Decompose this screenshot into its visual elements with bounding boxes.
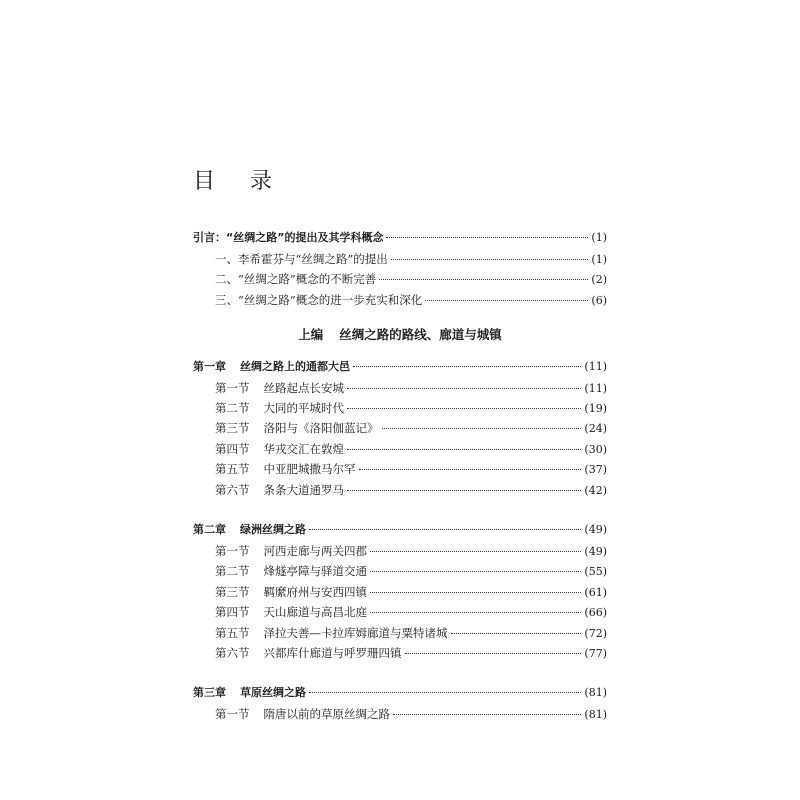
section-number: 第五节: [215, 462, 250, 476]
toc-intro[interactable]: [193, 230, 607, 246]
section-number: 第六节: [215, 483, 250, 497]
toc-page-number: (19): [584, 402, 607, 415]
toc-section[interactable]: [215, 461, 607, 478]
toc-page-number: (49): [584, 545, 607, 558]
toc-section[interactable]: [215, 482, 607, 499]
section-number: 第六节: [215, 646, 250, 660]
toc-section[interactable]: [215, 420, 607, 437]
section-number: 第一节: [215, 544, 250, 558]
toc-page-number: (49): [584, 523, 607, 536]
toc-page-number: (77): [584, 647, 607, 660]
dot-leader: [347, 449, 581, 450]
toc-page-number: (11): [584, 382, 607, 395]
dot-leader: [393, 714, 581, 715]
toc-chapter[interactable]: [193, 359, 607, 375]
dot-leader: [309, 529, 581, 530]
toc-section[interactable]: [215, 625, 607, 642]
toc-label: 烽燧亭障与驿道交通: [263, 564, 367, 578]
toc-page-number: (81): [584, 708, 607, 721]
dot-leader: [359, 469, 582, 470]
dot-leader: [370, 612, 581, 613]
toc-chapter[interactable]: [193, 522, 607, 538]
toc-intro-item[interactable]: [215, 251, 607, 268]
toc-page-number: (66): [584, 606, 607, 619]
dot-leader: [391, 259, 589, 260]
dot-leader: [347, 490, 581, 491]
toc-label: 大同的平城时代: [263, 401, 344, 415]
section-number: 第三节: [215, 421, 250, 435]
part-title-text: 丝绸之路的路线、廊道与城镇: [339, 327, 502, 342]
toc-page-number: (6): [591, 294, 607, 307]
toc-page-number: (55): [584, 565, 607, 578]
dot-leader: [370, 592, 581, 593]
toc-section[interactable]: [215, 563, 607, 580]
toc-section[interactable]: [215, 645, 607, 662]
toc-label: 兴都库什廊道与呼罗珊四镇: [263, 646, 402, 660]
toc-label: 中亚肥城撒马尔罕: [263, 462, 356, 476]
toc-label: 河西走廊与两关四郡: [263, 544, 367, 558]
toc-page-number: (1): [591, 253, 607, 266]
toc-section[interactable]: [215, 380, 607, 397]
dot-leader: [370, 551, 581, 552]
toc-label: 绿洲丝绸之路: [240, 523, 306, 536]
toc-page-number: (72): [584, 627, 607, 640]
toc-label: 丝路起点长安城: [263, 381, 344, 395]
toc-label: 羁縻府州与安西四镇: [263, 585, 367, 599]
toc-label: 三、“丝绸之路”概念的进一步充实和深化: [215, 293, 423, 307]
toc-page-number: (42): [584, 484, 607, 497]
toc-label: 二、“丝绸之路”概念的不断完善: [215, 272, 377, 286]
toc-chapter[interactable]: [193, 685, 607, 701]
toc-page-number: (30): [584, 443, 607, 456]
section-number: 第一节: [215, 707, 250, 721]
dot-leader: [382, 428, 582, 429]
section-number: 第四节: [215, 605, 250, 619]
toc-label: 草原丝绸之路: [240, 686, 306, 699]
toc-page-number: (11): [584, 360, 607, 373]
dot-leader: [425, 300, 588, 301]
part-name: 上编: [298, 327, 324, 342]
dot-leader: [347, 408, 581, 409]
chapter-number: 第一章: [193, 360, 226, 373]
section-number: 第二节: [215, 564, 250, 578]
toc-page-number: (61): [584, 586, 607, 599]
toc-section[interactable]: [215, 441, 607, 458]
dot-leader: [353, 366, 581, 367]
toc-label: 华戎交汇在敦煌: [263, 442, 344, 456]
toc-page-number: (2): [591, 273, 607, 286]
dot-leader: [405, 653, 582, 654]
toc-label: 丝绸之路上的通都大邑: [240, 360, 350, 373]
toc-section[interactable]: [215, 706, 607, 723]
toc-section[interactable]: [215, 584, 607, 601]
toc-label: 洛阳与《洛阳伽蓝记》: [263, 421, 379, 435]
toc-section[interactable]: [215, 604, 607, 621]
dot-leader: [379, 279, 588, 280]
dot-leader: [370, 571, 581, 572]
toc-section[interactable]: [215, 400, 607, 417]
toc-label: 一、李希霍芬与“丝绸之路”的提出: [215, 252, 388, 266]
part-heading: [0, 325, 800, 343]
section-number: 第四节: [215, 442, 250, 456]
section-number: 第一节: [215, 381, 250, 395]
toc-page-number: (1): [591, 231, 607, 244]
chapter-number: 第二章: [193, 523, 226, 536]
dot-leader: [309, 692, 581, 693]
toc-label: 隋唐以前的草原丝绸之路: [263, 707, 390, 721]
chapter-number: 第三章: [193, 686, 226, 699]
toc-section[interactable]: [215, 543, 607, 560]
page-title: 目 录: [193, 169, 286, 194]
section-number: 第五节: [215, 626, 250, 640]
toc-page-number: (81): [584, 686, 607, 699]
toc-label: 天山廊道与高昌北庭: [263, 605, 367, 619]
section-number: 第三节: [215, 585, 250, 599]
dot-leader: [386, 237, 588, 238]
toc-intro-item[interactable]: [215, 292, 607, 309]
toc-page-number: (24): [584, 422, 607, 435]
toc-label: 条条大道通罗马: [263, 483, 344, 497]
toc-intro-item[interactable]: [215, 271, 607, 288]
toc-page-number: (37): [584, 463, 607, 476]
section-number: 第二节: [215, 401, 250, 415]
toc-label: 泽拉夫善—卡拉库姆廊道与粟特诸城: [263, 626, 448, 640]
dot-leader: [451, 633, 582, 634]
toc-label: 引言：“丝绸之路”的提出及其学科概念: [193, 231, 384, 244]
dot-leader: [347, 388, 581, 389]
